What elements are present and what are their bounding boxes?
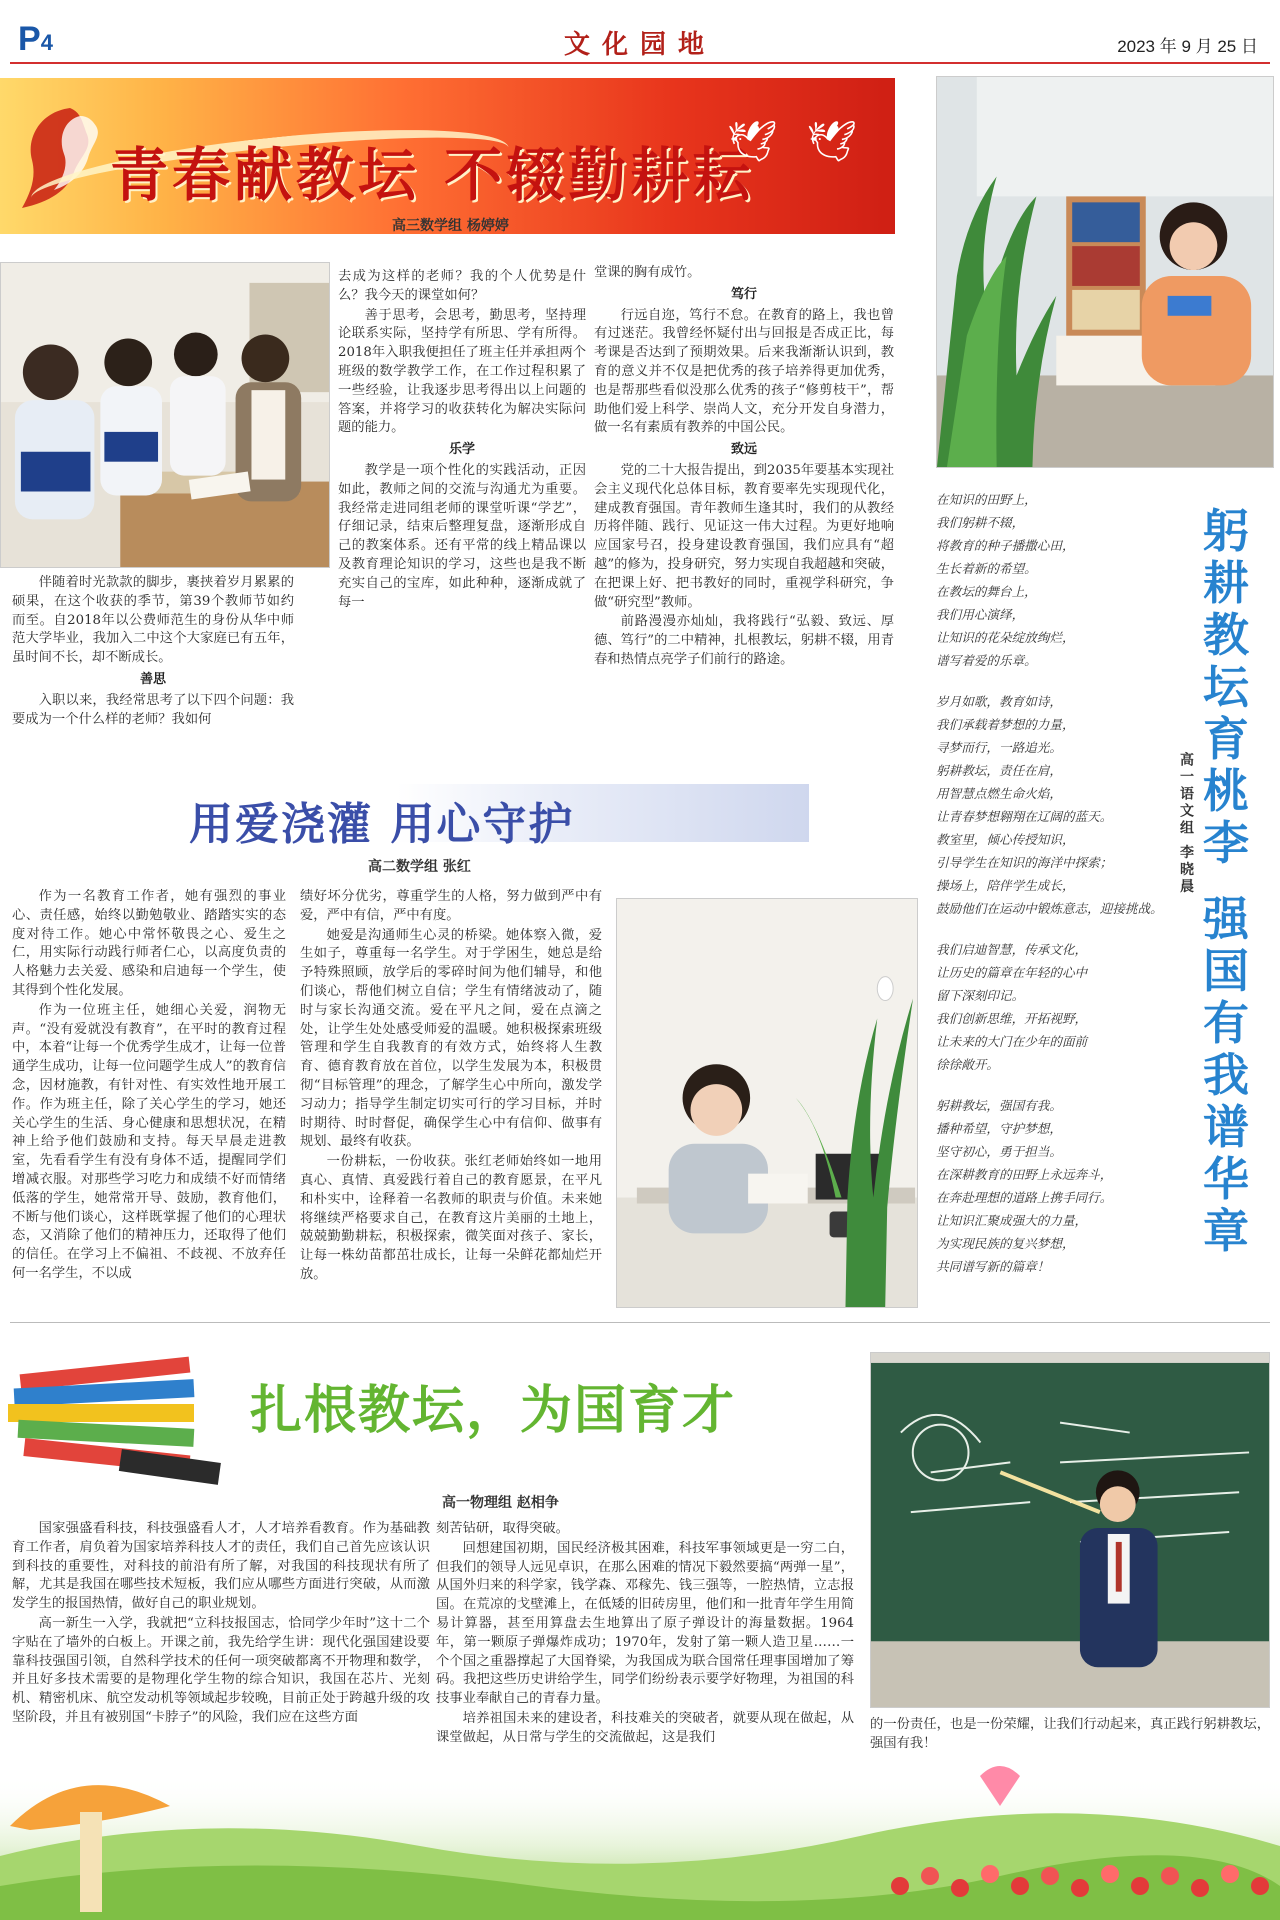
issue-date: 2023 年 9 月 25 日 [1117,37,1258,56]
poem-line: 我们承载着梦想的力量， [936,717,1075,732]
article3-photo [870,1352,1270,1708]
article2-title: 用爱浇灌 用心守护 [189,799,575,850]
title-char: 教 [1203,608,1249,662]
title-char: 李 [1203,816,1249,870]
paragraph: 的一份责任，也是一份荣耀，让我们行动起来，真正践行躬耕教坛，强国有我！ [870,1717,1270,1751]
paragraph: 刻苦钻研，取得突破。 [436,1521,569,1536]
paragraph: 国家强盛看科技，科技强盛看人才，人才培养看教育。作为基础教育工作者，肩负着为国家培养科技人才的责任，我们自己首先应该认识到科技的重要性，对科技的前沿有所了解，对我国的科技现状有所了解，尤其是我国在哪些技术短板，我们应从哪些方面进行突破，从而激发学生的报国热情，做好自己的职业规划。 [12,1521,430,1612]
article1-column2 [338,268,586,756]
article1-banner [0,78,895,234]
paragraph: 一份耕耘，一份收获。张红老师始终如一地用真心、真情、真爱践行着自己的教育愿景，在平凡和朴实中，诠释着一名教师的职责与价值。未来她将继续严格要求自己，在教育这片美丽的土地上，兢兢勤勤耕耘，积极探索，微笑面对孩子、家长，让每一株幼苗都茁壮成长，让每一朵鲜花都灿烂开放。 [300,1154,602,1282]
poem-line: 鼓励他们在运动中锻炼意志，迎接挑战。 [936,901,1163,916]
poem-line: 岁月如歌，教育如诗， [936,694,1062,709]
poem-line: 让知识汇聚成强大的力量， [936,1213,1088,1228]
title-char: 有 [1203,996,1249,1050]
title-char: 坛 [1203,660,1249,714]
article3-title: 扎根教坛，为国育才 [250,1381,737,1441]
article1-photo [0,262,330,568]
poem-line: 我们躬耕不辍， [936,515,1025,530]
poem-line: 教室里，倾心传授知识， [936,832,1075,847]
poem-line: 我们创新思维，开拓视野， [936,1011,1088,1026]
poem-author: 高一语文组 李晓晨 [1178,752,1194,896]
poem-line: 我们用心演绎， [936,607,1025,622]
paragraph: 去成为这样的老师？我的个人优势是什么？我今天的课堂如何？ [338,269,586,303]
section-title: 文化园地 [563,30,716,60]
poem-line: 为实现民族的复兴梦想， [936,1236,1075,1251]
poem-line: 让知识的花朵绽放绚烂， [936,630,1075,645]
article2-banner [175,784,809,850]
page-number: P4 [18,20,53,58]
title-char [1196,869,1256,893]
article2-byline: 高二数学组 张红 [368,859,471,875]
poem-stanza-2 [936,690,1176,920]
books-icon [0,1346,230,1486]
poem-line: 引导学生在知识的海洋中探索； [936,855,1113,870]
poem-title [1196,505,1256,1257]
title-char: 桃 [1203,764,1249,818]
poem-line: 徐徐敞开。 [936,1057,999,1072]
poem-author-photo [936,76,1274,468]
paragraph: 伴随着时光款款的脚步，裹挟着岁月累累的硕果，在这个收获的季节，第39个教师节如约而至。自2018年以公费师范生的身份从华中师范大学毕业，我加入二中这个大家庭已有五年，虽时间不长，却不断成长。 [12,575,294,666]
poem-stanza-4 [936,1094,1176,1278]
article3-column2 [436,1520,854,1768]
poem-line: 在奔赴理想的道路上携手同行。 [936,1190,1113,1205]
paragraph: 行远自迩，笃行不怠。在教育的路上，我也曾有过迷茫。我曾经怀疑付出与回报是否成正比，每考课是否达到了预期效果。后来我渐渐认识到，教育的意义并不仅是把优秀的孩子培养得更加优秀，也是帮那些看似没那么优秀的孩子“修剪枝干”，帮助他们爱上科学、崇尚人文，充分开发自身潜力，做一名有素质有教养的中国公民。 [594,307,894,436]
paragraph: 善于思考，会思考，勤思考，坚持理论联系实际，坚持学有所思、学有所得。2018年入职我便担任了班主任并承担两个班级的数学教学工作，在工作过程积累了一些经验，让我逐步思考得出以上问题的答案，并将学习的收获转化为解决实际问题的能力。 [338,307,586,436]
poem-line: 操场上，陪伴学生成长， [936,878,1075,893]
title-char: 章 [1203,1204,1249,1258]
paragraph: 培养祖国未来的建设者，科技难关的突破者，就要从现在做起，从课堂做起，从日常与学生的交流做起，这是我们 [436,1710,854,1745]
poem-line: 用智慧点燃生命火焰， [936,786,1062,801]
poem-line: 播种希望，守护梦想， [936,1121,1062,1136]
title-char: 耕 [1203,556,1249,610]
subhead-zhiyuan: 致远 [730,442,757,458]
article1-column3 [594,264,894,756]
header-rule [10,62,1270,64]
poem-line: 让未来的大门在少年的面前 [936,1034,1088,1049]
title-char: 育 [1203,712,1249,766]
poem-line: 躬耕教坛，强国有我。 [936,1098,1062,1113]
title-char: 谱 [1203,1100,1249,1154]
paragraph: 作为一位班主任，她细心关爱，润物无声。“没有爱就没有教育”，在平时的教育过程中，本着“让每一个优秀学生成才，让每一位普通学生成功，让每一位问题学生成人”的教育信念，因材施教，有针对性、有实效性地开展工作。作为班主任，除了关心学生的学习，她还关心学生的生活、身心健康和思想状况，在精神上给予他们鼓励和支持。每天早晨走进教室，先看看学生有没有身体不适，提醒同学们增减衣服。对那些学习吃力和成绩不好而情绪低落的学生，她常常开导、鼓励，教育他们，不断与他们谈心，这样既掌握了他们的心理状态，又消除了他们的精神压力，还取得了他们的信任。在学习上不偏祖、不歧视、不放弃任何一名学生，不以成 [12,1002,286,1281]
paragraph: 作为一名教育工作者，她有强烈的事业心、责任感，始终以勤勉敬业、踏踏实实的态度对待工作。她心中常怀敬畏之心、爱生之仁，用实际行动践行师者仁心，以高度负责的人格魅力去关爱、感染和启迪每一个学生，使其得到个性化发展。 [12,889,286,998]
title-char: 国 [1203,944,1249,998]
paragraph: 教学是一项个性化的实践活动，正因如此，教师之间的交流与沟通尤为重要。我经常走进同组老师的课堂听课“学艺”，仔细记录，结束后整理复盘，逐渐形成自己的教案体系。还有平常的线上精品课以及教育理论知识的学习，这些也是我不断充实自己的宝库，如此种种，逐渐成就了每一 [338,462,586,610]
poem-stanza-1 [936,488,1176,672]
article1-column1 [12,574,294,756]
title-char: 华 [1203,1152,1249,1206]
poem-line: 让历史的篇章在年轻的心中 [936,965,1088,980]
poem-line: 躬耕教坛，责任在肩， [936,763,1062,778]
paragraph: 她爱是沟通师生心灵的桥梁。她体察入微，爱生如子，尊重每一名学生。对于学困生，她总是给予特殊照顾，放学后的零碎时间为他们辅导，和他们谈心，帮他们树立自信；学生有情绪波动了，随时与家长沟通交流。爱在平凡之间，爱在点滴之处，让学生处处感受师爱的温暖。她积极探索班级管理和学生自我教育的有效方式，始终将人生教育、德育教育放在首位，以学生发展为本，积极贯彻“目标管理”的理念，了解学生心中所向，激发学习动力；指导学生制定切实可行的学习目标，并时时期待、时时督促，确保学生心中有信仰、做事有规划、最终有收获。 [300,927,602,1150]
poem-stanza-3 [936,938,1176,1076]
article1-title: 青春献教坛 不辍勤耕耘 [110,141,755,209]
paragraph: 回想建国初期，国民经济极其困难，科技军事领域更是一穷二白，但我们的领导人远见卓识，在那么困难的情况下毅然要搞“两弹一星”，从国外归来的科学家，钱学森、邓稼先、钱三强等，一腔热情，立志报国。在荒凉的戈壁滩上，在低矮的旧砖房里，他们和一批青年学生用简易计算器，甚至用算盘去生地算出了原子弹设计的海量数据。1964年，第一颗原子弹爆炸成功；1970年，发射了第一颗人造卫星……一个个国之重器撑起了大国脊梁，为我国成为联合国常任理事国增加了筹码。我把这些历史讲给学生，同学们纷纷表示要学好物理，为祖国的科技事业奉献自己的青春力量。 [436,1540,854,1707]
poem-line: 在知识的田野上， [936,492,1037,507]
subhead-shansi: 善思 [139,671,166,687]
section-divider [10,1322,1270,1323]
paragraph: 堂课的胸有成竹。 [594,265,701,280]
paragraph: 前路漫漫亦灿灿，我将践行“弘毅、致远、厚德、笃行”的二中精神，扎根教坛，躬耕不辍，用青春和热情点亮学子们前行的路途。 [594,614,894,667]
article2-photo [616,898,918,1308]
article3-banner [0,1346,860,1466]
poem-line: 在深耕教育的田野上永远奔斗， [936,1167,1113,1182]
poem-line: 寻梦而行，一路追光。 [936,740,1062,755]
poem-line: 坚守初心，勇于担当。 [936,1144,1062,1159]
poem-line: 让青春梦想翱翔在辽阔的蓝天。 [936,809,1113,824]
article1-byline: 高三数学组 杨婷婷 [392,218,509,234]
paragraph: 绩好坏分优劣，尊重学生的人格，努力做到严中有爱，严中有信，严中有度。 [300,889,602,923]
poem-line: 共同谱写新的篇章！ [936,1259,1050,1274]
article3-byline: 高一物理组 赵相争 [442,1495,559,1511]
paragraph: 入职以来，我经常思考了以下四个问题：我要成为一个什么样的老师？我如何 [12,692,294,727]
page-header [0,0,1280,68]
paragraph: 党的二十大报告提出，到2035年要基本实现社会主义现代化总体目标，教育要率先实现现代化，建成教育强国。青年教师生逢其时，我们的从教经历将伴随、践行、见证这一伟大过程。为更好地响应国家号召，投身建设教育强国，我们应具有“超越”的修为，投身研究，努力实现自我超越和突破，在把课上好、把书教好的同时，重视学科研究，争做“研究型”教师。 [594,462,894,610]
subhead-duxing: 笃行 [730,286,757,302]
poem-line: 在教坛的舞台上， [936,584,1037,599]
title-char: 我 [1203,1048,1249,1102]
landscape-decoration [0,1736,1280,1920]
subhead-lexue: 乐学 [448,442,475,458]
article3-column1 [12,1520,430,1768]
article2-column1 [12,888,286,1308]
paragraph: 高一新生一入学，我就把“立科技报国志，恰同学少年时”这十二个字贴在了墙外的白板上。开课之前，我先给学生讲：现代化强国建设要靠科技强国引领，自然科学技术的任何一项突破都离不开物理和数学，并且好多技术需要的是物理化学生物的综合知识，我国在芯片、光刻机、精密机床、航空发动机等领域起步较晚，目前正处于跨越升级的攻坚阶段，并且有被别国“卡脖子”的风险，我们应在这些方面 [12,1615,430,1725]
poem-body [936,488,1176,1312]
title-char: 强 [1203,892,1249,946]
dove-icons: 🕊 🕊 [726,119,865,165]
title-char: 躬 [1203,504,1249,558]
article2-column2 [300,888,602,1308]
poem-line: 将教育的种子播撒心田， [936,538,1075,553]
poem-line: 留下深刻印记。 [936,988,1025,1003]
poem-line: 生长着新的希望。 [936,561,1037,576]
poem-line: 谱写着爱的乐章。 [936,653,1037,668]
poem-line: 我们启迪智慧，传承文化， [936,942,1088,957]
